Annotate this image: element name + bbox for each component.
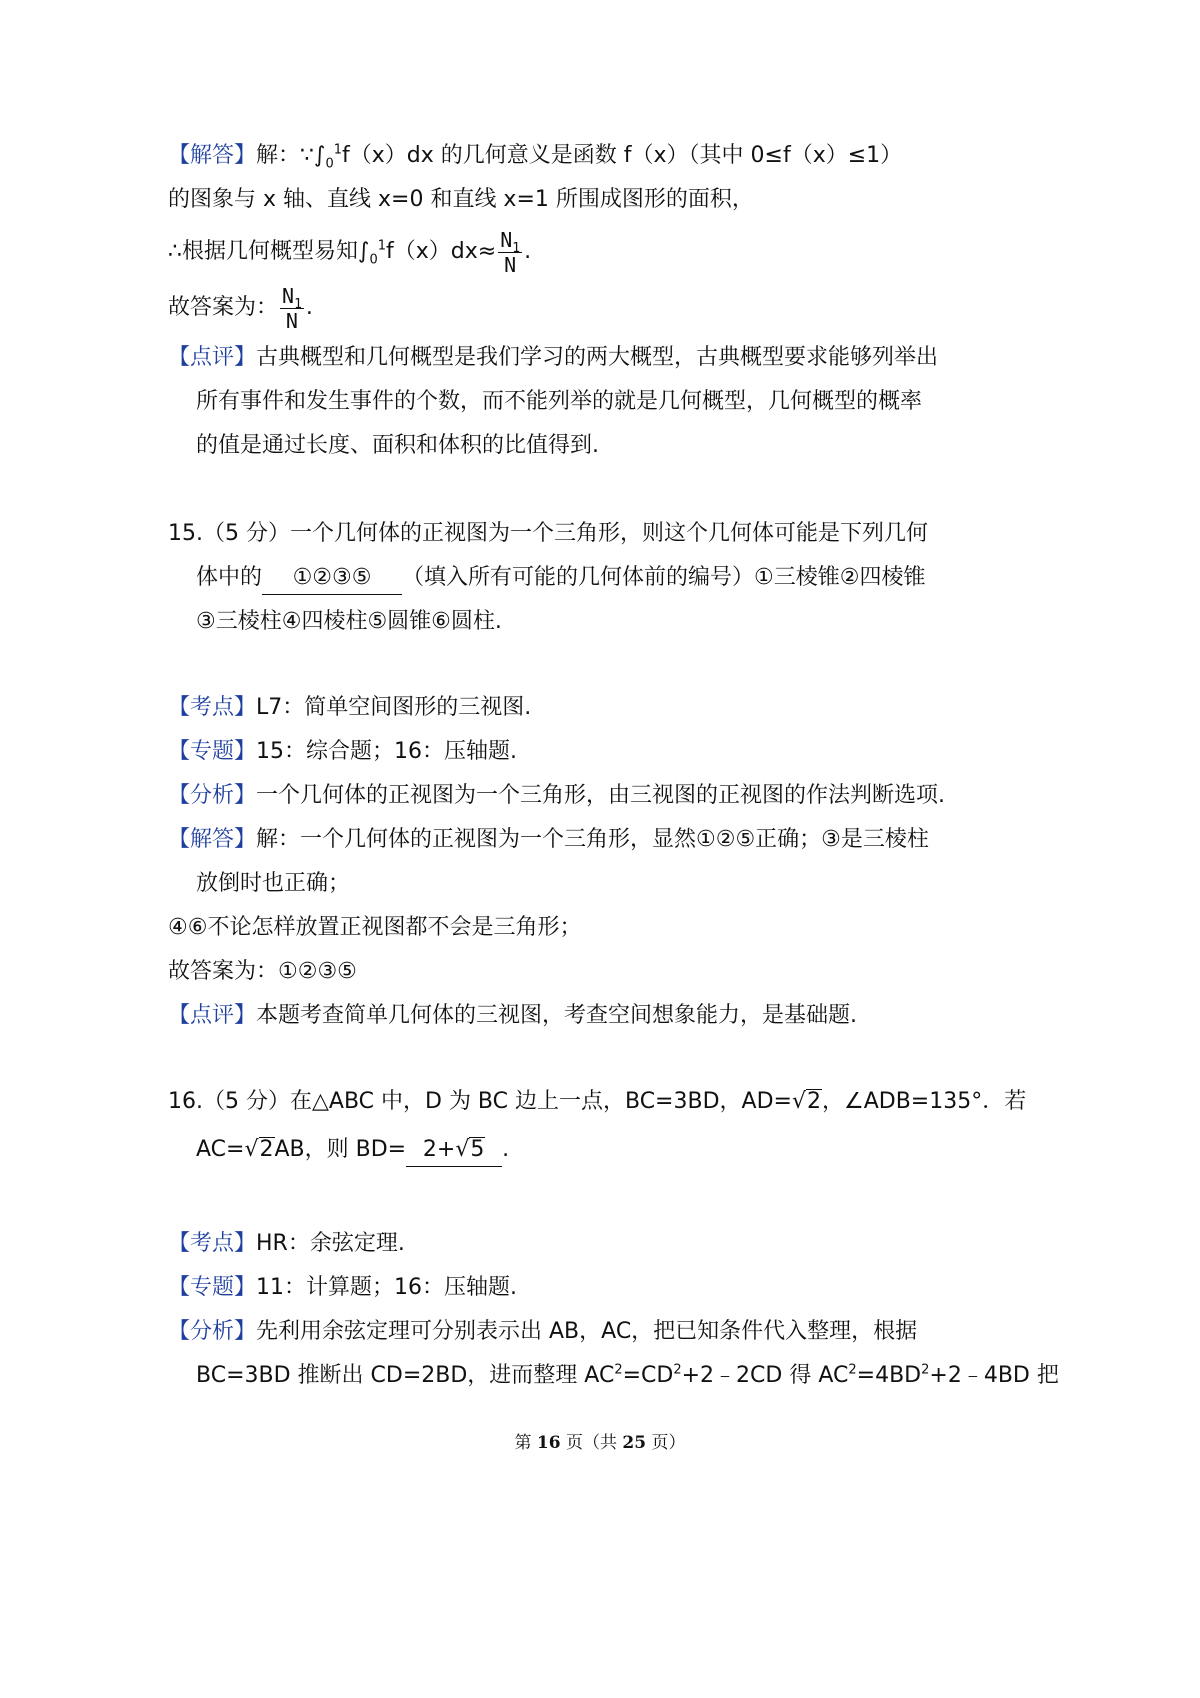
kaodian-tag: 【考点】 [168,695,257,720]
answer-line-2: 的图象与 x 轴、直线 x=0 和直线 x=1 所围成图形的面积， [168,187,754,212]
q15-line-2: 体中的 ①②③⑤ （填入所有可能的几何体前的编号）①三棱锥②四棱锥 [196,562,1200,595]
q15-fenxi: 【分析】一个几何体的正视图为一个三角形，由三视图的正视图的作法判断选项. [168,783,946,808]
q16-kaodian: 【考点】HR：余弦定理. [168,1231,405,1256]
q16-fenxi-1: 【分析】先利用余弦定理可分别表示出 AB，AC，把已知条件代入整理，根据 [168,1319,918,1344]
q16-line-1: 16.（5 分）在△ABC 中，D 为 BC 边上一点，BC=3BD，AD=√2，∠ADB=135°．若 [168,1089,1027,1114]
q16-line-2: AC=√2AB，则 BD= 2+√5 . [196,1134,1200,1167]
zhuanti-tag: 【专题】 [168,1275,257,1300]
q15-jieda-1: 【解答】解：一个几何体的正视图为一个三角形，显然①②⑤正确；③是三棱柱 [168,827,929,852]
kaodian-tag: 【考点】 [168,1231,257,1256]
q15-line-3: ③三棱柱④四棱柱⑤圆锥⑥圆柱. [196,609,502,634]
q16-fenxi-2: BC=3BD 推断出 CD=2BD，进而整理 $AC^2=CD^2+2﹣2CD$ 得 $AC^2=4BD^2+2﹣4BD$ 把 [196,1362,1059,1388]
sqrt-5: 5 [470,1137,485,1162]
fraction-n1-over-n: $\frac{N_1}{N}$ [500,227,521,277]
sqrt-2: 2 [259,1137,274,1162]
q15-zhuanti: 【专题】15：综合题；16：压轴题. [168,739,517,764]
q16-zhuanti: 【专题】11：计算题；16：压轴题. [168,1275,517,1300]
q15-dianping: 【点评】本题考查简单几何体的三视图，考查空间想象能力，是基础题. [168,1003,858,1028]
page-total: 25 [622,1433,647,1453]
sqrt-2: 2 [806,1089,821,1114]
dianping-tag: 【点评】 [168,345,257,370]
comment-line-2: 所有事件和发生事件的个数，而不能列举的就是几何概型，几何概型的概率 [196,389,923,414]
q15-kaodian: 【考点】L7：简单空间图形的三视图. [168,695,532,720]
jieda-tag: 【解答】 [168,143,257,168]
zhuanti-tag: 【专题】 [168,739,257,764]
dianping-tag: 【点评】 [168,1003,257,1028]
q16-answer-blank: 2+√5 [406,1134,502,1167]
jieda-tag: 【解答】 [168,827,257,852]
comment-line-1: 【点评】古典概型和几何概型是我们学习的两大概型，古典概型要求能够列举出 [168,345,939,370]
q15-jieda-3: ④⑥不论怎样放置正视图都不会是三角形； [168,915,582,940]
q15-answer-blank: ①②③⑤ [262,562,402,595]
q15-jieda-2: 放倒时也正确； [196,871,351,896]
fenxi-tag: 【分析】 [168,783,257,808]
page-number: 16 [536,1433,561,1453]
comment-line-3: 的值是通过长度、面积和体积的比值得到. [196,433,599,458]
answer-line-4: 故答案为： $\frac{N_1}{N}$ . [168,283,313,333]
answer-line-1: 【解答】解：$\because\int_0^1f(x)dx$ 的几何意义是函数 f（x）（其中 0≤f（x）≤1） [168,142,903,172]
q15-jieda-4: 故答案为：①②③⑤ [168,959,357,984]
fraction-answer: $\frac{N_1}{N}$ [282,283,302,333]
answer-line-3: ∴根据几何概型易知$\int_0^1f(x)dx\approx$ $\frac{N_1}{N}$ . [168,227,532,277]
page-footer: 第 16 页（共 25 页） [514,1433,686,1453]
q15-line-1: 15.（5 分）一个几何体的正视图为一个三角形，则这个几何体可能是下列几何 [168,521,928,546]
fenxi-tag: 【分析】 [168,1319,257,1344]
